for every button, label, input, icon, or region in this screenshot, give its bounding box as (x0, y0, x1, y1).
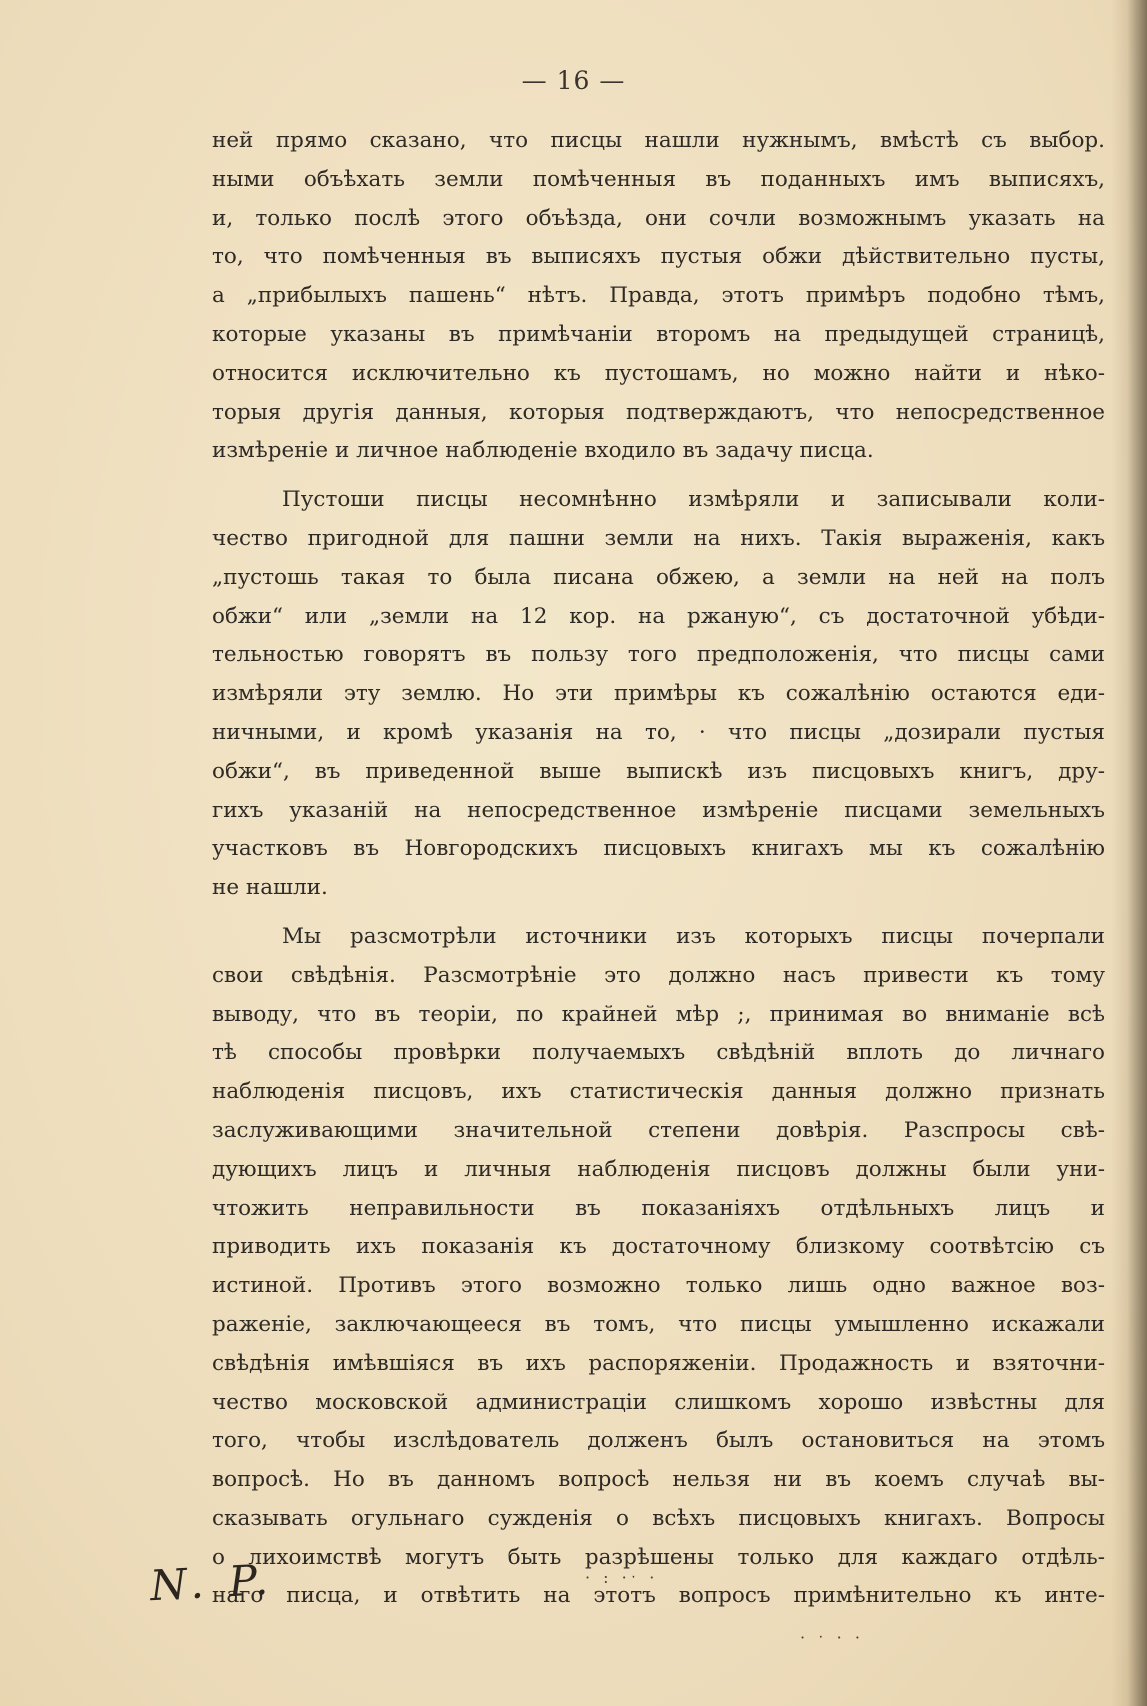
text-line: то, что помѣченныя въ выписяхъ пустыя обжи дѣйствительно пусты, (212, 244, 1105, 270)
paragraph (212, 481, 1105, 908)
ink-speckles: · : ·ˑ · (585, 1568, 659, 1587)
text-line: Мы разсмотрѣли источники изъ которыхъ писцы почерпали (282, 923, 1105, 949)
text-line: измѣренiе и личное наблюденiе входило въ задачу писца. (212, 438, 874, 464)
text-line: приводить ихъ показанiя къ достаточному близкому соотвѣтсiю съ (212, 1234, 1105, 1260)
text-line: ней прямо сказано, что писцы нашли нужнымъ, вмѣстѣ съ выбор. (212, 128, 1105, 153)
text-line: измѣряли эту землю. Но эти примѣры къ сожалѣнiю остаются еди- (212, 681, 1105, 707)
handwritten-marginalia: N. P. (148, 1554, 276, 1611)
text-line: чество пригодной для пашни земли на нихъ. Такiя выраженiя, какъ (212, 525, 1105, 551)
ink-speckles: · ˑ · · (800, 1628, 864, 1647)
text-line: дующихъ лицъ и личныя наблюденiя писцовъ должны были уни- (212, 1156, 1105, 1182)
text-line: „пустошь такая то была писана обжею, а земли на ней на полъ (212, 564, 1105, 590)
text-line: выводу, что въ теорiи, по крайней мѣр ;, принимая во вниманiе всѣ (212, 1001, 1105, 1027)
text-line: тѣ способы провѣрки получаемыхъ свѣдѣнiй вплоть до личнаго (212, 1040, 1105, 1066)
text-line: свои свѣдѣнiя. Разсмотрѣнiе это должно насъ привести къ тому (212, 962, 1105, 988)
text-line: ными объѣхать земли помѣченныя въ поданныхъ имъ выписяхъ, (212, 166, 1105, 192)
text-line: которые указаны въ примѣчанiи второмъ на предыдущей страницѣ, (212, 321, 1105, 347)
text-line: раженiе, заключающееся въ томъ, что писцы умышленно искажали (212, 1311, 1105, 1337)
body-text (212, 122, 1105, 1616)
text-line: обжи“, въ приведенной выше выпискѣ изъ писцовыхъ книгъ, дру- (212, 758, 1105, 784)
text-line: наблюденiя писцовъ, ихъ статистическiя данныя должно признать (212, 1079, 1105, 1105)
text-line: вопросѣ. Но въ данномъ вопросѣ нельзя ни въ коемъ случаѣ вы- (212, 1467, 1105, 1493)
text-line: и, только послѣ этого объѣзда, они сочли возможнымъ указать на (212, 205, 1105, 231)
text-line: заслуживающими значительной степени довѣрiя. Разспросы свѣ- (212, 1117, 1105, 1143)
text-line: обжи“ или „земли на 12 кор. на ржаную“, съ достаточной убѣди- (212, 603, 1105, 629)
text-line: ничными, и кромѣ указанiя на то, · что писцы „дозирали пустыя (212, 719, 1105, 745)
text-line: того, чтобы изслѣдователь долженъ былъ остановиться на этомъ (212, 1428, 1105, 1454)
text-line: сказывать огульнаго сужденiя о всѣхъ писцовыхъ книгахъ. Вопросы (212, 1505, 1105, 1531)
text-line: а „прибылыхъ пашень“ нѣтъ. Правда, этотъ примѣръ подобно тѣмъ, (212, 283, 1105, 309)
paragraph (212, 918, 1105, 1616)
text-line: чество московской администрацiи слишкомъ хорошо извѣстны для (212, 1389, 1105, 1415)
text-line: торыя другiя данныя, которыя подтверждаютъ, что непосредственное (212, 399, 1105, 425)
page-number: — 16 — (521, 66, 626, 95)
paragraph (212, 122, 1105, 471)
text-line: наго писца, и отвѣтить на этотъ вопросъ примѣнительно къ инте- (212, 1583, 1105, 1609)
text-line: не нашли. (212, 875, 328, 901)
text-line: истиной. Противъ этого возможно только лишь одно важное воз- (212, 1273, 1105, 1299)
text-line: о лихоимствѣ могутъ быть разрѣшены только для каждаго отдѣль- (212, 1544, 1105, 1570)
text-line: относится исключительно къ пустошамъ, но можно найти и нѣко- (212, 360, 1105, 386)
text-line: участковъ въ Новгородскихъ писцовыхъ книгахъ мы къ сожалѣнiю (212, 836, 1105, 862)
text-line: Пустоши писцы несомнѣнно измѣряли и записывали коли- (282, 487, 1105, 513)
text-line: чтожить неправильности въ показанiяхъ отдѣльныхъ лицъ и (212, 1195, 1105, 1221)
text-line: тельностью говорятъ въ пользу того предположенiя, что писцы сами (212, 642, 1105, 668)
text-line: гихъ указанiй на непосредственное измѣренiе писцами земельныхъ (212, 797, 1105, 823)
page-edge-shadow (1111, 0, 1147, 1706)
text-line: свѣдѣнiя имѣвшiяся въ ихъ распоряженiи. Продажность и взяточни- (212, 1350, 1105, 1376)
